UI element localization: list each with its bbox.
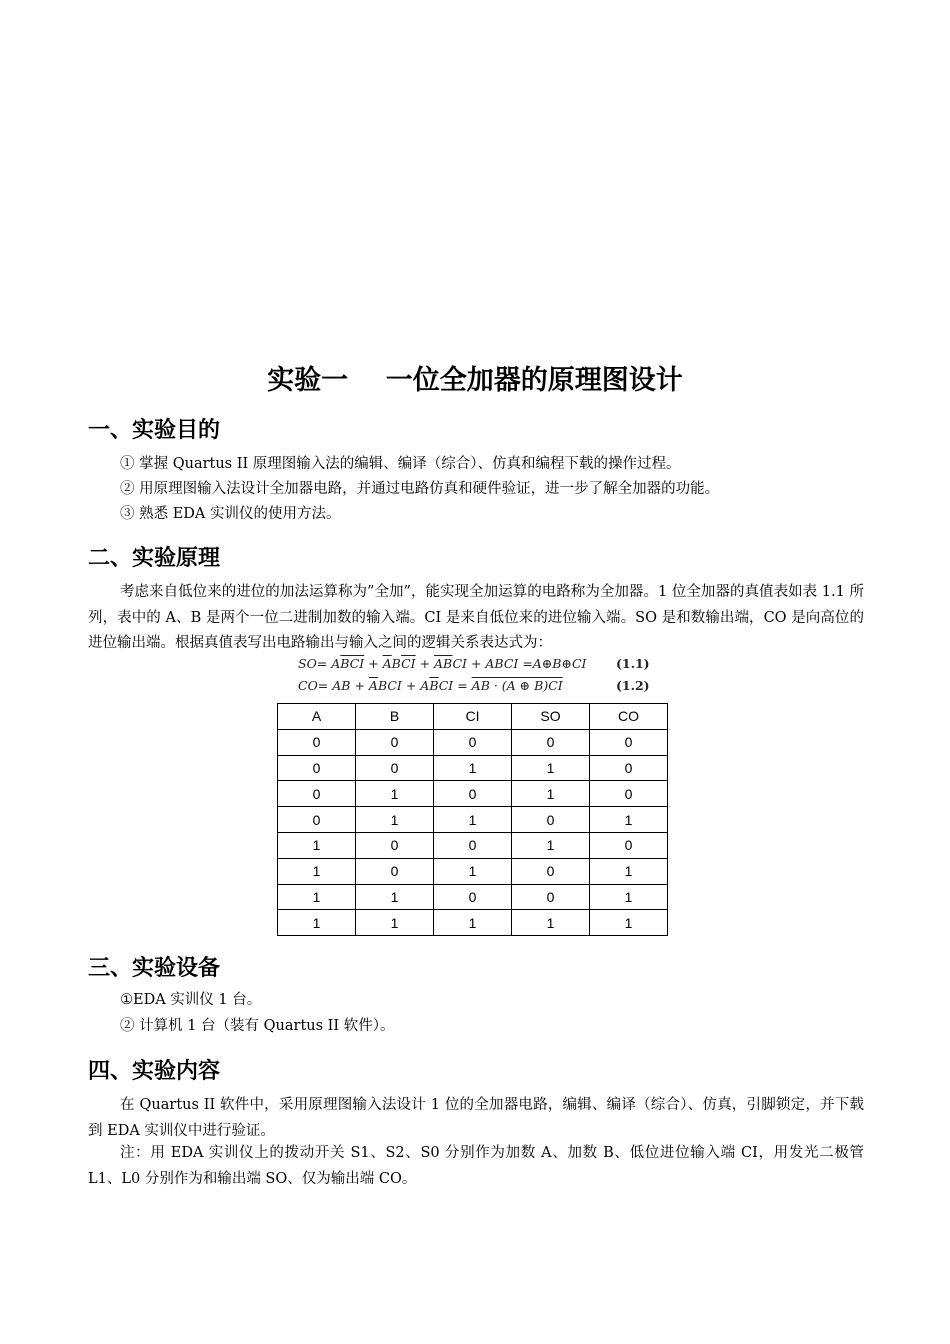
purpose-item-2: ② 用原理图输入法设计全加器电路，并通过电路仿真和硬件验证，进一步了解全加器的功能。 [120,481,720,497]
table-header-cell: CI [434,704,512,730]
table-cell: 1 [434,755,512,781]
table-cell: 1 [356,910,434,936]
table-cell: 0 [356,832,434,858]
formula-so: $SO= A\overline{BCI} + \overline{A}B\overline{CI} + \overline{AB}CI$ + ABCI =A⊕B⊕CI (1.1) [298,656,650,671]
table-cell: 1 [512,781,590,807]
table-cell: 1 [278,910,356,936]
section-heading-principle: 二、实验原理 [88,546,221,571]
section-heading-equipment: 三、实验设备 [88,956,221,981]
table-cell: 1 [278,832,356,858]
content-paragraph-1: 在 Quartus II 软件中，采用原理图输入法设计 1 位的全加器电路，编辑、编译（综合）、仿真，引脚锁定，并下载到 EDA 实训仪中进行验证。 [88,1097,864,1139]
section-heading-content: 四、实验内容 [88,1059,221,1084]
table-cell: 1 [434,807,512,833]
equipment-item-2: ② 计算机 1 台（装有 Quartus II 软件）。 [120,1018,395,1034]
table-cell: 0 [278,807,356,833]
table-cell: 1 [434,910,512,936]
table-cell: 0 [512,807,590,833]
table-cell: 1 [590,910,668,936]
table-header-cell: A [278,704,356,730]
truth-table [277,703,668,936]
formula-2-label: (1.2) [616,678,650,693]
table-row [278,910,668,936]
table-cell: 1 [512,910,590,936]
table-cell: 0 [434,832,512,858]
formula-1-label: (1.1) [616,656,650,671]
purpose-item-1: ① 掌握 Quartus II 原理图输入法的编辑、编译（综合）、仿真和编程下载的操作过程。 [120,456,681,472]
table-cell: 0 [512,729,590,755]
table-cell: 1 [512,755,590,781]
table-cell: 1 [278,858,356,884]
table-cell: 0 [434,729,512,755]
table-row [278,729,668,755]
section-heading-purpose: 一、实验目的 [88,418,221,443]
table-cell: 0 [590,781,668,807]
table-cell: 1 [590,884,668,910]
table-row [278,832,668,858]
table-header-cell: CO [590,704,668,730]
table-cell: 0 [356,858,434,884]
page-title: 实验一 一位全加器的原理图设计 [267,365,683,396]
table-cell: 0 [434,781,512,807]
formula-co: CO= AB + $\overline{A}BCI + A\overline{B}CI$ = AB · (A ⊕ B)CI (1.2) [298,678,650,693]
table-cell: 0 [434,884,512,910]
content-paragraph-2: 注：用 EDA 实训仪上的拨动开关 S1、S2、S0 分别作为加数 A、加数 B、低位进位输入端 CI，用发光二极管 L1、L0 分别作为和输出端 SO、仅为输出端 CO。 [88,1145,864,1187]
table-row [278,755,668,781]
table-cell: 0 [590,832,668,858]
table-cell: 1 [590,807,668,833]
table-cell: 1 [356,781,434,807]
table-cell: 1 [512,832,590,858]
table-header-cell: SO [512,704,590,730]
table-cell: 1 [356,884,434,910]
table-cell: 0 [590,729,668,755]
table-row [278,884,668,910]
table-cell: 0 [590,755,668,781]
table-row [278,807,668,833]
table-cell: 0 [278,729,356,755]
table-row [278,781,668,807]
table-header-row [278,704,668,730]
table-header-cell: B [356,704,434,730]
equipment-item-1: ①EDA 实训仪 1 台。 [120,992,262,1008]
table-cell: 0 [512,884,590,910]
table-row [278,858,668,884]
table-cell: 1 [356,807,434,833]
table-cell: 0 [278,781,356,807]
table-cell: 0 [356,755,434,781]
table-cell: 1 [590,858,668,884]
table-cell: 1 [278,884,356,910]
table-cell: 1 [434,858,512,884]
principle-paragraph: 考虑来自低位来的进位的加法运算称为”全加”，能实现全加运算的电路称为全加器。1 位全加器的真值表如表 1.1 所列，表中的 A、B 是两个一位二进制加数的输入端。CI 是来自低位来的进位输入端。SO 是和数输出端，CO 是向高位的进位输出端。根据真值表写出电路输出与输入之间的逻辑关系表达式为： [88,584,864,651]
purpose-item-3: ③ 熟悉 EDA 实训仪的使用方法。 [120,506,341,522]
table-cell: 0 [278,755,356,781]
table-cell: 0 [512,858,590,884]
table-cell: 0 [356,729,434,755]
